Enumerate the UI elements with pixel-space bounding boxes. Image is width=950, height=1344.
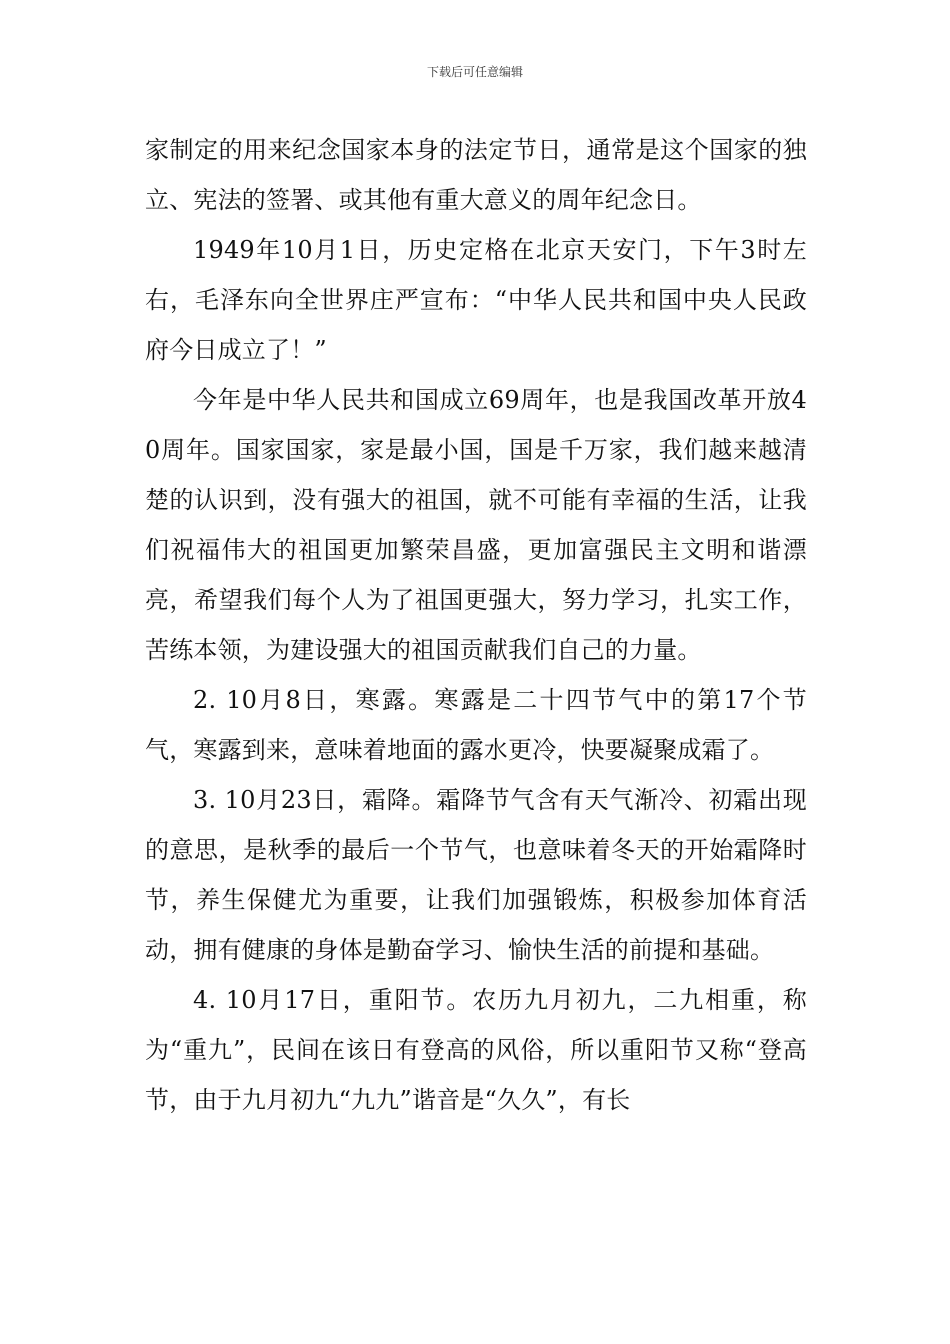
paragraph-anniversary: 今年是中华人民共和国成立69周年，也是我国改革开放40周年。国家国家，家是最小国，国是千万家，我们越来越清楚的认识到，没有强大的祖国，就不可能有幸福的生活，让我们祝福伟大的祖国更加繁荣昌盛，更加富强民主文明和谐漂亮，希望我们每个人为了祖国更强大，努力学习，扎实工作，苦练本领，为建设强大的祖国贡献我们自己的力量。	[145, 386, 807, 664]
paragraph-double-ninth: 4. 10月17日，重阳节。农历九月初九，二九相重，称为“重九”，民间在该日有登高的风俗，所以重阳节又称“登高节，由于九月初九“九九”谐音是“久久”，有长	[145, 986, 807, 1114]
paragraph-continuation: 家制定的用来纪念国家本身的法定节日，通常是这个国家的独立、宪法的签署、或其他有重大意义的周年纪念日。	[145, 136, 807, 214]
paragraph-frost-descent: 3. 10月23日，霜降。霜降节气含有天气渐冷、初霜出现的意思，是秋季的最后一个节气，也意味着冬天的开始霜降时节，养生保健尤为重要，让我们加强锻炼，积极参加体育活动，拥有健康的身体是勤奋学习、愉快生活的前提和基础。	[145, 786, 807, 964]
page-header: 下载后可任意编辑	[426, 65, 523, 79]
paragraph-founding-day: 1949年10月1日，历史定格在北京天安门，下午3时左右，毛泽东向全世界庄严宣布：“中华人民共和国中央人民政府今日成立了！”	[145, 236, 807, 364]
paragraph-cold-dew: 2. 10月8日，寒露。寒露是二十四节气中的第17个节气，寒露到来，意味着地面的露水更冷，快要凝聚成霜了。	[145, 686, 807, 764]
document-body	[145, 125, 807, 1125]
